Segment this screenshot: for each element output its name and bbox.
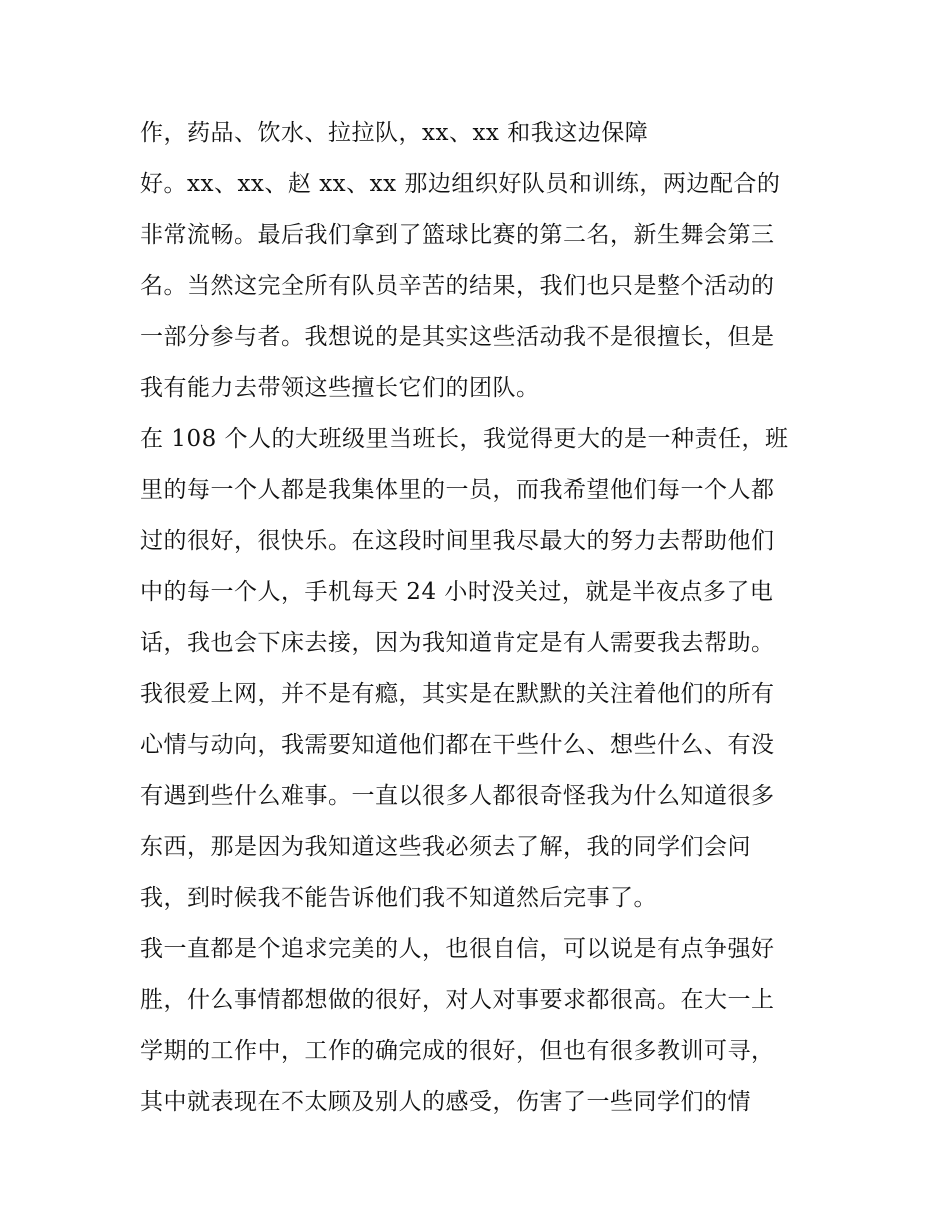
text-line: 心情与动向，我需要知道他们都在干些什么、想些什么、有没 — [140, 732, 775, 758]
text-line: 我有能力去带领这些擅长它们的团队。 — [140, 375, 540, 401]
text-line: 在 108 个人的大班级里当班长，我觉得更大的是一种责任，班 — [140, 426, 789, 452]
text-line: 我，到时候我不能告诉他们我不知道然后完事了。 — [140, 885, 657, 911]
text-line: 我很爱上网，并不是有瘾，其实是在默默的关注着他们的所有 — [140, 681, 775, 707]
text-line: 有遇到些什么难事。一直以很多人都很奇怪我为什么知道很多 — [140, 783, 775, 809]
text-line: 一部分参与者。我想说的是其实这些活动我不是很擅长，但是 — [140, 324, 775, 350]
text-line: 其中就表现在不太顾及别人的感受，伤害了一些同学们的情 — [140, 1089, 751, 1115]
text-line: 胜，什么事情都想做的很好，对人对事要求都很高。在大一上 — [140, 987, 775, 1013]
text-line: 东西，那是因为我知道这些我必须去了解，我的同学们会问 — [140, 834, 751, 860]
text-line: 学期的工作中，工作的确完成的很好，但也有很多教训可寻， — [140, 1038, 775, 1064]
text-line: 过的很好，很快乐。在这段时间里我尽最大的努力去帮助他们 — [140, 528, 775, 554]
text-line: 中的每一个人，手机每天 24 小时没关过，就是半夜点多了电 — [140, 579, 774, 605]
text-line: 作，药品、饮水、拉拉队，xx、xx 和我这边保障 — [140, 120, 649, 146]
body-text — [140, 108, 820, 1128]
text-line: 名。当然这完全所有队员辛苦的结果，我们也只是整个活动的 — [140, 273, 775, 299]
text-line: 里的每一个人都是我集体里的一员，而我希望他们每一个人都 — [140, 477, 775, 503]
text-line: 话，我也会下床去接，因为我知道肯定是有人需要我去帮助。 — [140, 630, 775, 656]
text-line: 好。xx、xx、赵 xx、xx 那边组织好队员和训练，两边配合的 — [140, 171, 781, 197]
text-line: 我一直都是个追求完美的人，也很自信，可以说是有点争强好 — [140, 936, 775, 962]
text-line: 非常流畅。最后我们拿到了篮球比赛的第二名，新生舞会第三 — [140, 222, 775, 248]
